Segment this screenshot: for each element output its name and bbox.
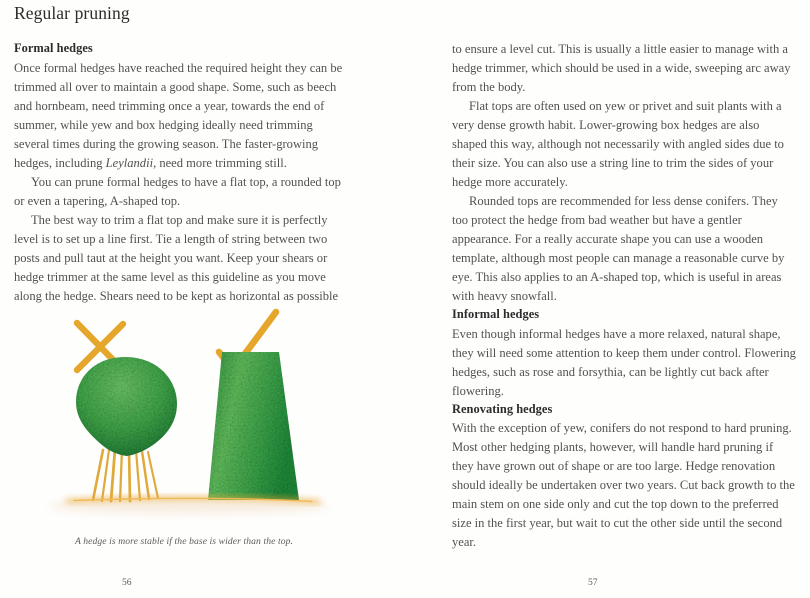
page-title: Regular pruning xyxy=(14,3,130,23)
paragraph-formal-hedges-2: You can prune formal hedges to have a flat top, a rounded top or even a tapering, A-shaped top. xyxy=(14,174,341,208)
hedge-canopy-trapezoid xyxy=(208,352,299,500)
hedge-top-heavy xyxy=(76,357,177,501)
italic-species-name: Leylandii xyxy=(105,155,154,170)
figure-caption: A hedge is more stable if the base is wider than the top. xyxy=(74,536,294,547)
page-number-right: 57 xyxy=(588,577,598,588)
hedge-canopy-bulb xyxy=(76,357,177,456)
paragraph-right-2: Flat tops are often used on yew or privet and suit plants with a very dense growth habit. Lower-growing box hedges are also shaped this way, although not necessarily with angled sides due to their size. You can also use a string line to trim the sides of your hedge more accurately. xyxy=(452,99,784,189)
paragraph-right-1: to ensure a level cut. This is usually a little easier to manage with a hedge trimmer, which should be used in a wide, sweeping arc away from the body. xyxy=(452,42,791,94)
subheading-informal-hedges: Informal hedges xyxy=(452,307,540,321)
page-number-left: 56 xyxy=(122,577,132,588)
right-column xyxy=(452,40,796,552)
subheading-renovating-hedges: Renovating hedges xyxy=(452,401,553,416)
hedge-tapered xyxy=(208,352,299,500)
paragraph-renovating-hedges: With the exception of yew, conifers do not respond to hard pruning. Most other hedging plants, however, will handle hard pruning if they have grown out of shape or are too large. Hedge renovation should ideally be undertaken over two years. Cut back growth to the main stem on one side only and cut the top down to the preferred size in the first year, but wait to cut the other side until the second year. xyxy=(452,421,795,550)
paragraph-informal-hedges: Even though informal hedges have a more relaxed, natural shape, they will need some attention to keep them under control. Flowering hedges, such as rose and forsythia, can be lightly cut back after flowering. xyxy=(452,326,796,398)
subheading-formal-hedges: Formal hedges xyxy=(14,41,93,55)
paragraph-formal-hedges-3: The best way to trim a flat top and make sure it is perfectly level is to set up a line first. Tie a length of string between two posts and pull taut at the height you want. Keep your shears or hedge trimmer at the same level as this guideline as you move along the hedge. Shears need to be kept as horizontal as possible xyxy=(14,212,339,303)
left-column xyxy=(14,40,345,306)
paragraph-right-3: Rounded tops are recommended for less dense conifers. They too protect the hedge from bad weather but have a gentler appearance. For a really accurate shape you can use a wooden template, although most people can manage a reasonable curve by eye. This also applies to an A-shaped top, which is useful in areas with heavy snowfall. xyxy=(452,194,785,303)
hedge-illustration xyxy=(14,300,354,522)
bare-stems xyxy=(93,449,158,501)
figure-hedge-stability xyxy=(14,300,354,550)
paragraph-formal-hedges-1: Once formal hedges have reached the required height they can be trimmed all over to maintain a good shape. Some, such as beech and hornbeam, need trimming once a year, towards the end of summer, while yew and box hedging ideally need trimming several times during the growing season. The faster-growing hedges, including Leylandii, need more trimming still. xyxy=(14,60,343,170)
